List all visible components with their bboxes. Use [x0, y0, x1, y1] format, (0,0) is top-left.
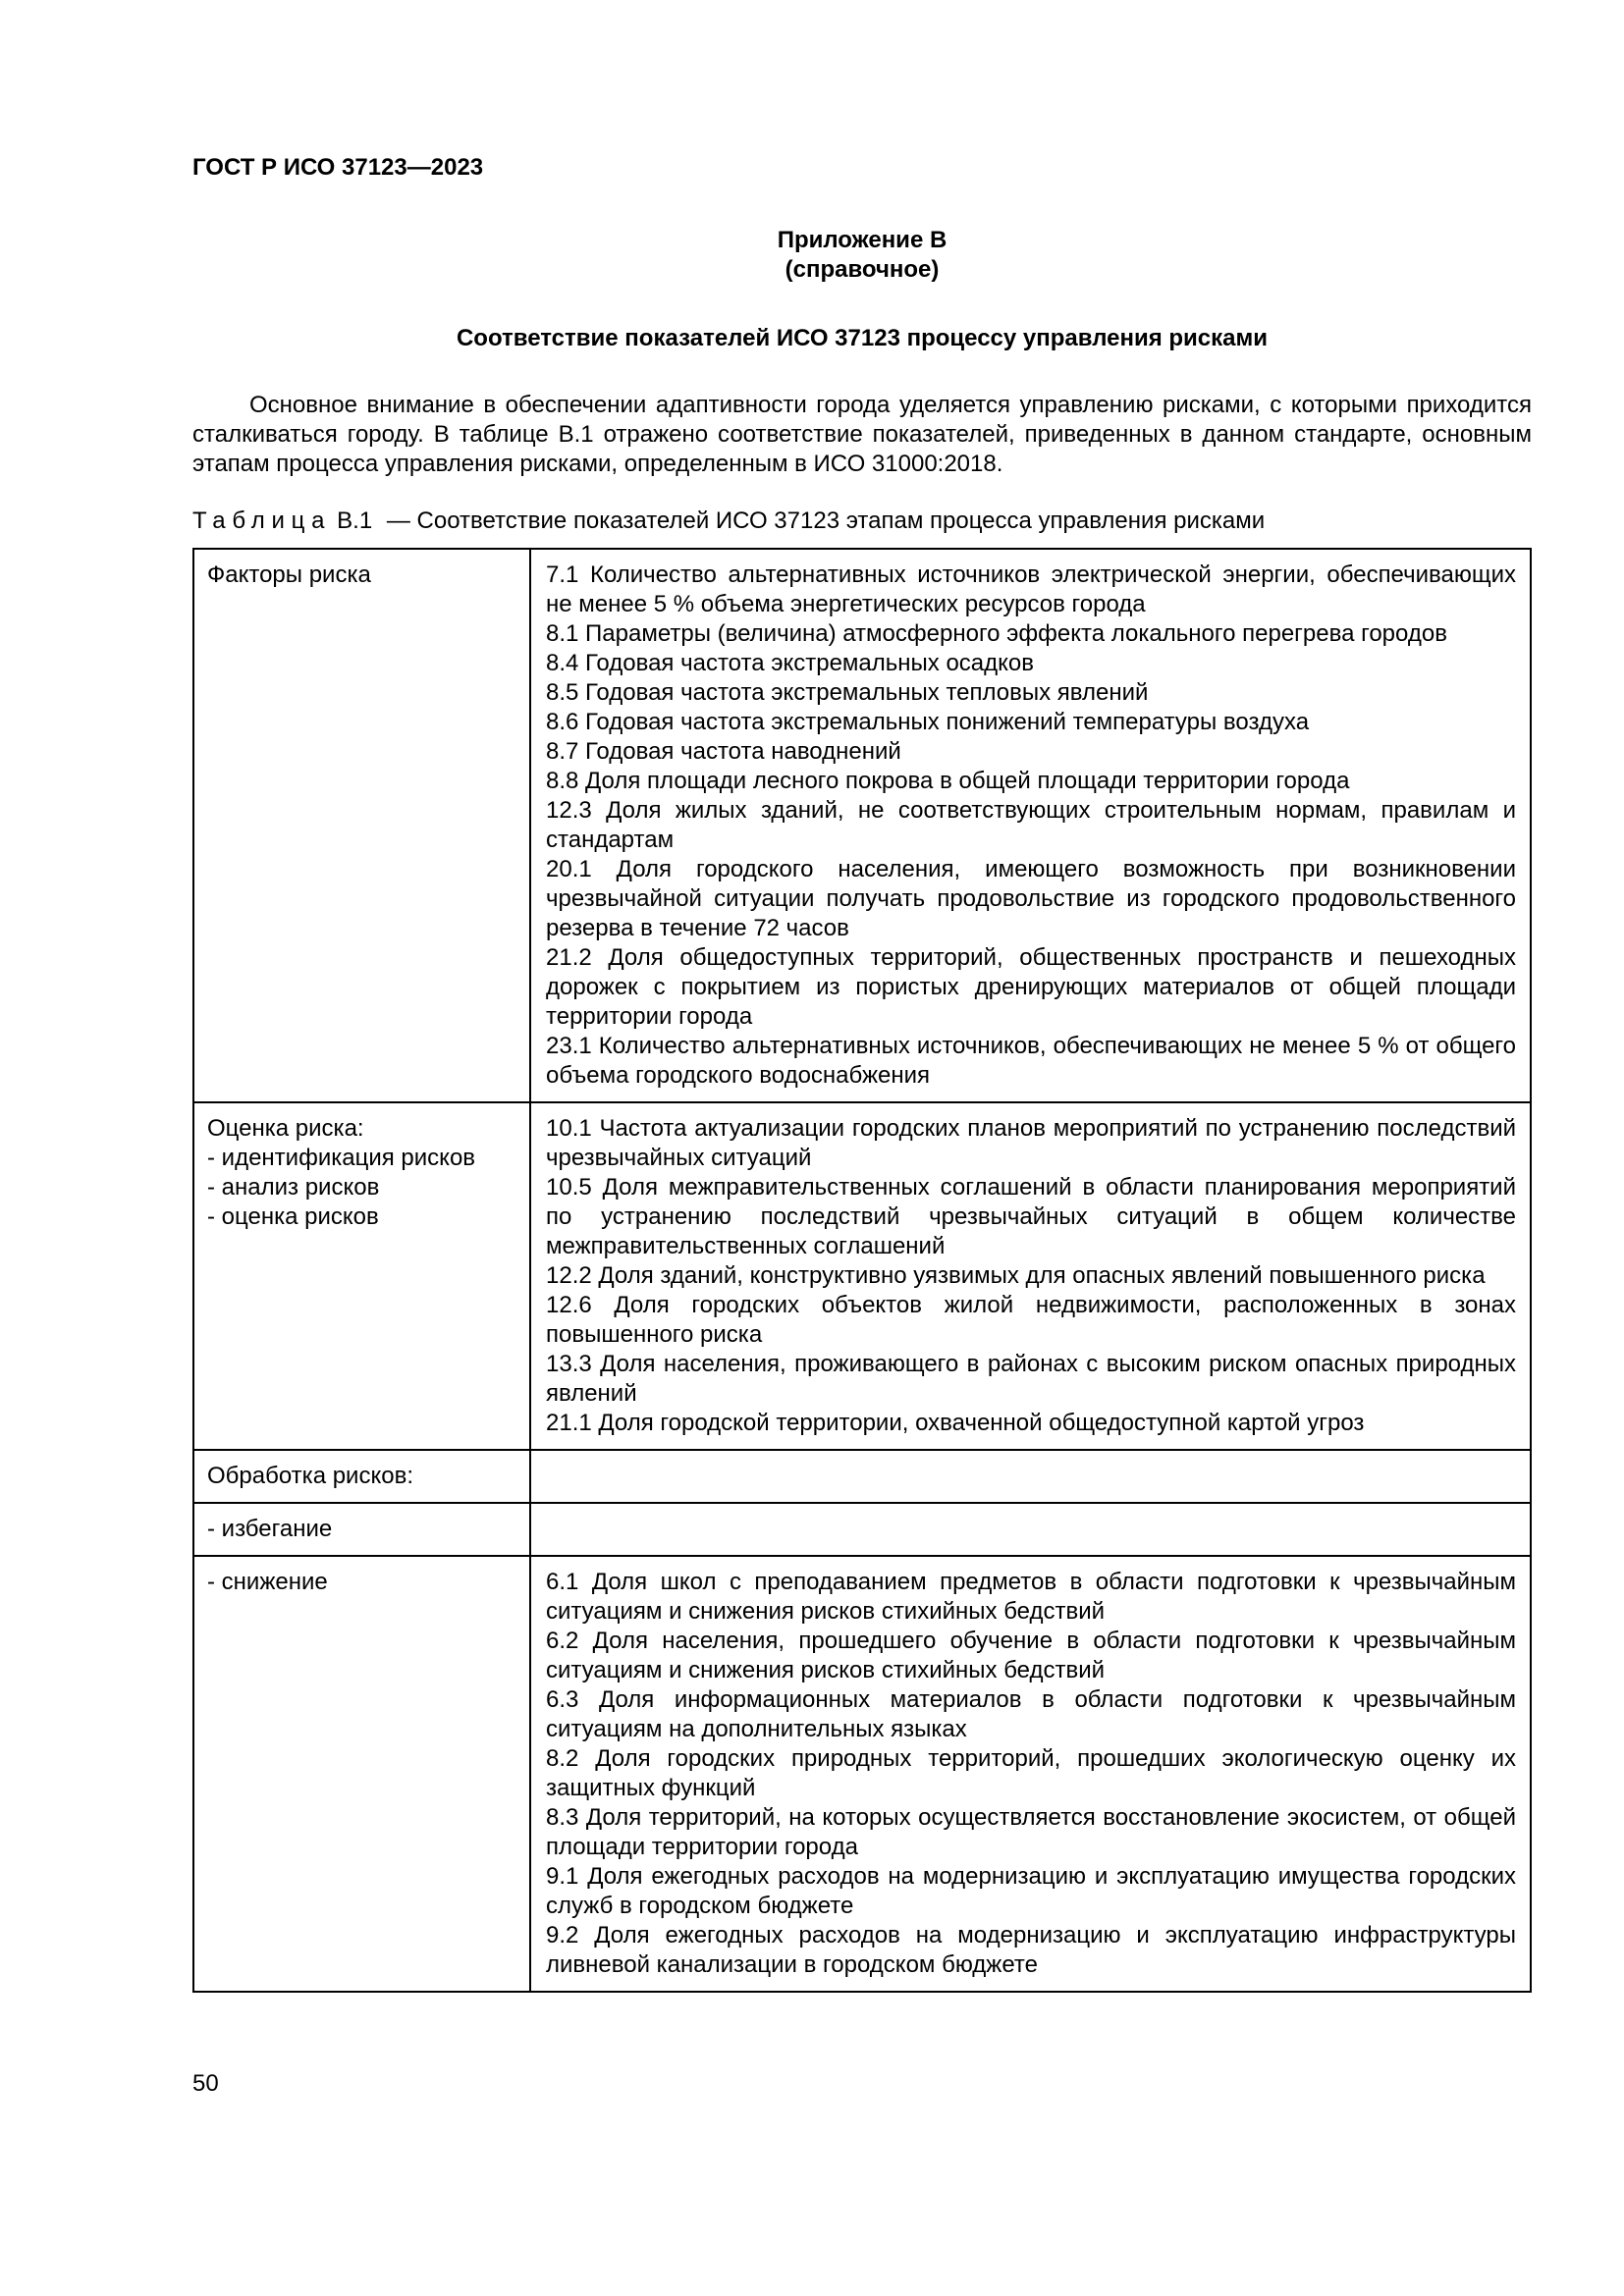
indicator-item: 8.6 Годовая частота экстремальных понижений температуры воздуха — [546, 709, 1310, 735]
indicator-item: 12.2 Доля зданий, конструктивно уязвимых для опасных явлений повышенного риска — [546, 1262, 1486, 1289]
annex-label: Приложение В — [777, 227, 947, 253]
table-caption-text: — Соответствие показателей ИСО 37123 этапам процесса управления рисками — [386, 507, 1266, 534]
indicator-item: 8.2 Доля городских природных территорий, прошедших экологическую оценку их защитных функций — [546, 1745, 1516, 1801]
page-content — [192, 153, 1532, 1993]
stage-line: Оценка риска: — [207, 1115, 364, 1142]
annex-title: Соответствие показателей ИСО 37123 процессу управления рисками — [456, 325, 1269, 351]
indicator-item: 6.2 Доля населения, прошедшего обучение в области подготовки к чрезвычайным ситуациям и снижения рисков стихийных бедствий — [546, 1628, 1516, 1683]
stage-line: - анализ рисков — [207, 1174, 380, 1201]
indicator-item: 23.1 Количество альтернативных источников, обеспечивающих не менее 5 % от общего объема городского водоснабжения — [546, 1033, 1516, 1089]
indicator-item: 6.1 Доля школ с преподаванием предметов в области подготовки к чрезвычайным ситуациям и снижения рисков стихийных бедствий — [546, 1569, 1516, 1625]
table-row-risk-assessment — [193, 1102, 1531, 1450]
table-row-avoidance — [193, 1503, 1531, 1556]
indicators-cell-avoidance — [530, 1503, 1531, 1556]
table-b1 — [192, 548, 1532, 1993]
stage-cell-reduction — [193, 1556, 530, 1992]
indicator-item: 20.1 Доля городского населения, имеющего возможность при возникновении чрезвычайной ситуации получать продовольствие из городского продовольственного резерва в течение 72 часов — [546, 856, 1516, 941]
indicator-item: 8.1 Параметры (величина) атмосферного эффекта локального перегрева городов — [546, 620, 1447, 647]
indicator-item: 10.5 Доля межправительственных соглашений в области планирования мероприятий по устранению последствий чрезвычайных ситуаций в общем количестве межправительственных соглашений — [546, 1174, 1516, 1259]
intro-paragraph: Основное внимание в обеспечении адаптивности города уделяется управлению рисками, с которыми приходится сталкиваться городу. В таблице В.1 отражено соответствие показателей, приведенных в данном стандарте, основным этапам процесса управления рисками, определенным в ИСО 31000:2018. — [192, 392, 1532, 477]
indicator-item: 8.5 Годовая частота экстремальных тепловых явлений — [546, 679, 1149, 706]
indicators-cell-risk-treatment — [530, 1450, 1531, 1503]
annex-type-note: (справочное) — [785, 256, 940, 283]
table-b1-body — [193, 549, 1531, 1992]
indicator-item: 8.7 Годовая частота наводнений — [546, 738, 901, 765]
stage-line: - избегание — [207, 1516, 333, 1542]
stage-line: Факторы риска — [207, 561, 371, 588]
page-number: 50 — [192, 2070, 219, 2097]
indicator-item: 8.4 Годовая частота экстремальных осадков — [546, 650, 1035, 676]
table-caption-number: В.1 — [337, 507, 373, 534]
stage-cell-avoidance — [193, 1503, 530, 1556]
indicator-item: 12.3 Доля жилых зданий, не соответствующих строительным нормам, правилам и стандартам — [546, 797, 1516, 853]
indicator-item: 9.1 Доля ежегодных расходов на модернизацию и эксплуатацию имущества городских служб в городском бюджете — [546, 1863, 1516, 1919]
indicator-item: 9.2 Доля ежегодных расходов на модернизацию и эксплуатацию инфраструктуры ливневой канализации в городском бюджете — [546, 1922, 1516, 1978]
indicator-item: 8.3 Доля территорий, на которых осуществляется восстановление экосистем, от общей площади территории города — [546, 1804, 1516, 1860]
stage-line: - оценка рисков — [207, 1203, 379, 1230]
indicator-item: 8.8 Доля площади лесного покрова в общей площади территории города — [546, 768, 1350, 794]
running-header: ГОСТ Р ИСО 37123—2023 — [192, 154, 484, 181]
stage-cell-risk-treatment — [193, 1450, 530, 1503]
table-caption — [192, 507, 1532, 536]
stage-line: - снижение — [207, 1569, 328, 1595]
stage-line: Обработка рисков: — [207, 1463, 413, 1489]
indicators-cell-reduction — [530, 1556, 1531, 1992]
table-row-risk-factors — [193, 549, 1531, 1102]
indicator-item: 10.1 Частота актуализации городских планов мероприятий по устранению последствий чрезвычайных ситуаций — [546, 1115, 1516, 1171]
indicator-item: 7.1 Количество альтернативных источников электрической энергии, обеспечивающих не менее 5 % объема энергетических ресурсов города — [546, 561, 1516, 617]
indicators-cell-risk-assessment — [530, 1102, 1531, 1450]
stage-cell-risk-factors — [193, 549, 530, 1102]
stage-cell-risk-assessment — [193, 1102, 530, 1450]
indicator-item: 21.1 Доля городской территории, охваченной общедоступной картой угроз — [546, 1410, 1365, 1436]
indicators-cell-risk-factors — [530, 549, 1531, 1102]
table-row-risk-treatment — [193, 1450, 1531, 1503]
indicator-item: 13.3 Доля населения, проживающего в районах с высоким риском опасных природных явлений — [546, 1351, 1516, 1407]
table-row-reduction — [193, 1556, 1531, 1992]
indicator-item: 21.2 Доля общедоступных территорий, общественных пространств и пешеходных дорожек с покрытием из пористых дренирующих материалов от общей площади территории города — [546, 944, 1516, 1030]
indicator-item: 6.3 Доля информационных материалов в области подготовки к чрезвычайным ситуациям на дополнительных языках — [546, 1686, 1516, 1742]
indicator-item: 12.6 Доля городских объектов жилой недвижимости, расположенных в зонах повышенного риска — [546, 1292, 1516, 1348]
table-caption-word: Таблица — [192, 507, 332, 534]
stage-line: - идентификация рисков — [207, 1145, 476, 1171]
